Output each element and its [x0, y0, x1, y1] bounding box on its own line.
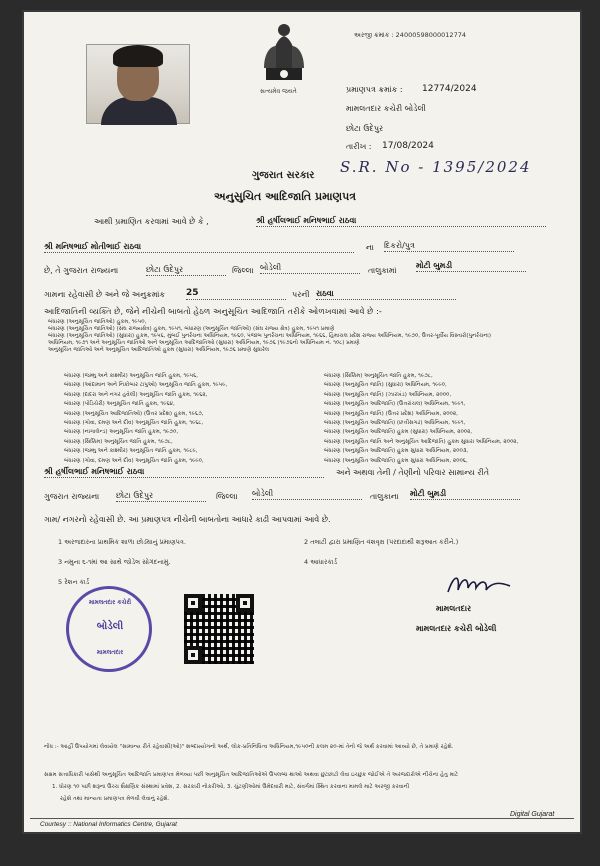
- state-prefix: છે, તે ગુજરાત રાજ્યના: [44, 266, 119, 275]
- law-line: અનુસૂચિત જાતિઓ અને અનુસૂચિત આદિજાતિઓ હુકમ (સુધારા) અધિનિયમ, ૧૯૭૬ પ્રમાણે સુધારેલ: [48, 347, 269, 353]
- district2-value: બોડેલી: [260, 263, 360, 274]
- basis-item: 5 રેશન કાર્ડ: [58, 578, 90, 586]
- cert-no-label: પ્રમાણપત્ર ક્રમાંક :: [346, 85, 403, 94]
- law-line: બંધારણ (જમ્મુ અને કાશ્મીર) અનુસૂચિત જાતિ હુકમ, ૧૯૫૬,: [64, 373, 198, 379]
- law-line: બંધારણ (ગોવા, દમણ અને દીવ) અનુસૂચિત જાતિ હુકમ, ૧૯૬૮,: [64, 420, 204, 427]
- tribe-statement: આદિજાતિની વ્યક્તિ છે, જેને નીચેની બાબતો હેઠળ અનુસૂચિત આદિજાતિ તરીકે ઓળખવામાં આવે છે :-: [44, 306, 382, 316]
- law-line: બંધારણ (દાદરા અને નગર હવેલી) અનુસૂચિત જાતિ હુકમ, ૧૯૬૨,: [64, 391, 208, 398]
- taluka-label: તાલુકામાં: [368, 266, 397, 275]
- footer-brand: Digital Gujarat: [510, 811, 555, 818]
- date-label: તારીખ :: [346, 142, 372, 151]
- cert-no-value: 12774/2024: [422, 84, 477, 94]
- certificate-title: અનુસુચિત આદિજાતિ પ્રમાણપત્ર: [214, 190, 357, 203]
- law-line: બંધારણ (અનુસૂચિત આદિજાતિઓ) (ઉત્તર પ્રદેશ) હુકમ, ૧૯૬૭,: [64, 410, 204, 417]
- basis-item: 3 નમુના ૬-૧માં આ સાથે જોડેલ સોગંદનામું.: [58, 558, 171, 566]
- law-line: બંધારણ (અનુસૂચિત જાતિઓ) (સંઘ રાજ્યક્ષેત્ર) હુકમ, ૧૯૫૧, બંધારણ (અનુસૂચિત જાતિઓ) (સંઘ રાજ્ય ક્ષેત્ર) હુકમ, ૧૯૫૧ પ્રમાણે: [48, 326, 335, 332]
- certificate-page: [22, 10, 582, 834]
- residence-state: ગુજરાત રાજ્યના: [44, 492, 100, 501]
- basis-item: 4 આધારકાર્ડ: [304, 558, 338, 566]
- law-list-right: [324, 372, 572, 466]
- taluka-value: મોટી બુમડી: [416, 261, 526, 272]
- handwritten-ref: S.R. No - 1395/2024: [340, 158, 532, 176]
- footer-divider: [30, 818, 574, 819]
- village-text: ગામ/ નગરનો રહેવાસી છે. આ પ્રમાણપત્ર નીચેની બાબતોના આધારે કાઢી આપવામાં આવે છે.: [44, 515, 331, 524]
- law-line: બંધારણ (અનુસૂચિત જાતિ) (ઉત્તર પ્રદેશ) અધિનિયમ, ૨૦૦૨,: [324, 410, 458, 417]
- law-line: બંધારણ (અનુસૂચિત આદિજાતિ) (ઉત્તરાંચલ) અધિનિયમ, ૧૯૯૧,: [324, 401, 466, 408]
- family-text: અને અથવા તેની / તેણીનો પરિવાર સામાન્ય રીતે: [336, 468, 490, 477]
- law-line: બંધારણ (સિક્કિમ) અનુસૂચિત જાતિ હુકમ, ૧૯૭૮,: [324, 373, 433, 379]
- village-prefix: ગામના રહેવાસી છે અને જે અનુક્રમાંક: [44, 290, 166, 299]
- law-line: બંધારણ (આંદામાન અને નિકોબાર ટાપુઓ) અનુસૂચિત જાતિ હુકમ, ૧૯૫૯,: [64, 382, 228, 389]
- issuing-office: મામલતદાર કચેરી બોડેલી: [346, 104, 426, 113]
- govt-title: ગુજરાત સરકાર: [252, 170, 315, 181]
- residence-district-label: જિલ્લા: [216, 492, 238, 501]
- stamp-center-text: બોડેલી: [96, 621, 124, 632]
- law-line: બંધારણ (અનુસૂચિત આદિજાતિ) (છત્તીસગઢ) અધિનિયમ, ૧૯૯૧,: [324, 420, 466, 427]
- relation-prefix: ના: [366, 243, 374, 252]
- issuing-district: છોટા ઉદેપુર: [346, 124, 384, 133]
- application-serial: અરજી ક્રમાંક : 24000598000012774: [354, 31, 466, 39]
- law-line: બંધારણ (અનુસૂચિત આદિજાતિ) હુકમ સુધારા અધિનિયમ, ૨૦૦૩,: [324, 448, 469, 455]
- caste-value: રાઠવા: [316, 289, 456, 300]
- law-line: બંધારણ (અનુસૂચિત જાતિઓ) હુકમ, ૧૯૫૦,: [48, 319, 147, 325]
- law-line: બંધારણ (ગોવા, દમણ અને દીવ) અનુસૂચિત જાતિ હુકમ, ૧૯૯૦,: [64, 457, 204, 464]
- law-list-left: [64, 372, 304, 466]
- office-stamp: [66, 586, 152, 672]
- district-label: જિલ્લા: [232, 266, 254, 275]
- basis-item: 2 તલાટી દ્વારા પ્રમાણિત વંશવૃક્ષ (પરદાદાથી શરૂઆત કરીને.): [304, 538, 459, 546]
- certify-prefix: આથી પ્રમાણિત કરવામાં આવે છે કે ,: [94, 217, 209, 226]
- stamp-top-text: મામલતદાર કચેરી: [88, 599, 132, 606]
- qr-code: [182, 592, 256, 666]
- law-line: બંધારણ (પોંડિચેરી) અનુસૂચિત જાતિ હુકમ, ૧૯૬૪,: [64, 401, 175, 408]
- law-line: બંધારણ (અનુસૂચિત આદિજાતિ) હુકમ (સુધારા) અધિનિયમ, ૨૦૦૨,: [324, 429, 473, 436]
- emblem-caption: સત્યમેવ જયતે: [260, 88, 297, 95]
- law-line: અધિનિયમ, ૧૯૭૧ અને અનુસૂચિત જાતિઓ અને અનુસૂચિત આદિજાતિઓ (સુધારા) અધિનિયમ, ૧૯૭૬ (૧૯૭૬નો અધિનિયમ નં. ૧૦૮) પ્રમાણે: [48, 340, 360, 346]
- law-line: બંધારણ (અનુસૂચિત આદિજાતિ) હુકમ સુધારા અધિનિયમ, ૨૦૦૬,: [324, 457, 468, 464]
- district-value: છોટા ઉદેપુર: [146, 265, 226, 276]
- residence-name: શ્રી હર્ષીલભાઈ મનિષભાઈ રાઠવા: [44, 467, 324, 478]
- law-line: બંધારણ (સિક્કિમ) અનુસૂચિત જાતિ હુકમ, ૧૯૭૮,: [64, 438, 173, 445]
- stamp-bottom-text: મામલતદાર: [96, 649, 124, 656]
- basis-item: 1 અરજદારના પ્રાથમિક શાળા છોડ્યાનું પ્રમાણપત્ર.: [58, 538, 186, 546]
- law-list-full: [48, 319, 568, 354]
- law-line: બંધારણ (અનુસૂચિત જાતિ અને અનુસૂચિત આદિજાતિ) હુકમ સુધારા અધિનિયમ, ૨૦૦૨,: [324, 438, 519, 445]
- note-2b: 1. ધોરણ ૧૦ પછી શરૂના ઉચ્ચ શૈક્ષણિક સંસ્થામાં પ્રવેશ, 2. સરકારી નોકરીઓ, 3. ચુંટણીઓમાં ઉમેદવારી માટે, સંવર્ગમાં સ્થિત કરવાના મામલે માટે અરજી કરવાની: [52, 784, 410, 790]
- residence-district: છોટા ઉદેપુર: [116, 491, 206, 502]
- law-line: બંધારણ (અનુસૂચિત જાતિ) (સુધારા) અધિનિયમ, ૧૯૯૦,: [324, 382, 447, 389]
- law-line: બંધારણ (અનુસૂચિત જાતિઓ) (સુધારા) હુકમ, ૧૯૫૬, મુંબઈ પુનર્રચના અધિનિયમ, ૧૯૬૦, પંજાબ પુનર્રચના અધિનિયમ, ૧૯૬૬, હિમાચલ પ્રદેશ રાજ્ય અધિનિયમ, ૧૯૭૦, ઉત્તર-પૂર્વીય વિસ્તારો(પુનર્રચના): [48, 333, 491, 339]
- footer-courtesy: Courtesy :: National Informatics Centre, Gujarat: [40, 821, 177, 828]
- law-line: બંધારણ (અનુસૂચિત જાતિ) (ઝારખંડ) અધિનિયમ, ૨૦૦૦,: [324, 391, 452, 398]
- signature-title: મામલતદાર: [436, 604, 472, 613]
- residence-taluka-label: તાલુકાના: [370, 492, 399, 501]
- person-name: શ્રી હર્ષીલભાઈ મનિષભાઈ રાઠવા: [256, 216, 546, 227]
- note-1: નોંધ :- આહીં ઉપયોગમાં લેવાયેલ "સામાન્ય રીતે રહેવાસી(ઓ)" શબ્દપ્રયોગનો અર્થ, લોક-પ્રતિનિધિત્વ અધિનિયમ,૧૯૫૦ની કલમ ૨૦-માં તેનો જે અર્થ કરવામાં આવ્યો છે, તે પ્રમાણે રહેશે.: [44, 744, 454, 750]
- father-name: શ્રી મનિષભાઈ મોતીભાઈ રાઠવા: [44, 242, 354, 253]
- caste-label: પરની: [292, 290, 310, 299]
- law-line: બંધારણ (નાગાલેન્ડ) અનુસૂચિત જાતિ હુકમ, ૧૯૭૦,: [64, 429, 179, 436]
- relation-value: દિકરો/પુત્ર: [384, 241, 514, 252]
- residence-district2: બોડેલી: [252, 489, 362, 500]
- signature-mark: [444, 570, 514, 600]
- signature-office: મામલતદાર કચેરી બોડેલી: [416, 624, 497, 633]
- serial-value: 25: [186, 288, 286, 300]
- applicant-photo: [86, 44, 190, 124]
- note-2a: સક્ષમ સત્તાધિકારી પાસેથી અનુસૂચિત આદિજાતિ પ્રમાણપત્ર મેળવ્યા પછી અનુસૂચિત આદિજાતિઓએ ઉપલબ્ધ થાઓ અથવા છુટછાટો લેવા ઇચ્છુક જોઈએ તે અરજદારોએ નીચેના હેતુ માટે: [44, 772, 459, 778]
- residence-taluka: મોટી બુમડી: [410, 489, 520, 500]
- law-line: બંધારણ (જમ્મુ અને કાશ્મીર) અનુસૂચિત જાતિ હુકમ, ૧૯૮૯,: [64, 448, 198, 455]
- note-2c: રહેશે તથા માન્યતા પ્રમાણપત્ર મેળવી લેવાનું રહેશે.: [60, 796, 170, 802]
- date-value: 17/08/2024: [382, 141, 434, 151]
